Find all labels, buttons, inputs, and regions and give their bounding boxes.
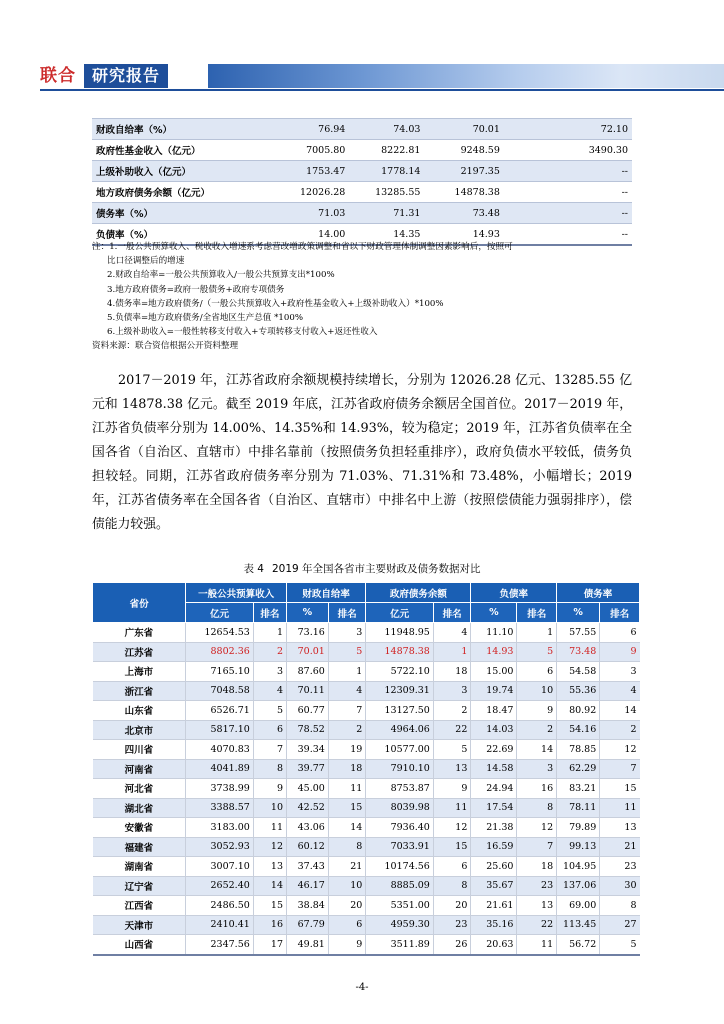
table-cell: 19.74 xyxy=(471,681,517,701)
table-cell: 10 xyxy=(517,681,557,701)
table-cell: 7 xyxy=(328,701,366,721)
table-cell: 22 xyxy=(433,720,471,740)
note-line: 资料来源：联合资信根据公开资料整理 xyxy=(92,341,239,352)
table-cell: 7910.10 xyxy=(366,759,434,779)
indicator-label: 财政自给率（%） xyxy=(92,119,260,140)
header-sub: % xyxy=(471,603,517,623)
province-row xyxy=(93,701,640,721)
table-cell: 14 xyxy=(600,701,640,721)
table-cell: 56.72 xyxy=(557,935,600,955)
table-cell: 57.55 xyxy=(557,623,600,643)
table-cell: 3183.00 xyxy=(186,818,254,838)
table-cell: 6 xyxy=(517,662,557,682)
province-name: 广东省 xyxy=(93,623,186,643)
table-cell: 21.61 xyxy=(471,896,517,916)
body-paragraph xyxy=(92,369,632,537)
table-cell: 25.60 xyxy=(471,857,517,877)
table-cell: 3 xyxy=(433,681,471,701)
table-cell: 10 xyxy=(253,798,286,818)
table-cell: 7 xyxy=(517,837,557,857)
table-notes xyxy=(92,240,640,354)
brand-name: 联合 xyxy=(40,66,76,86)
table-cell: 14.03 xyxy=(471,720,517,740)
table-cell: 14.93 xyxy=(471,642,517,662)
table-cell: 78.52 xyxy=(287,720,329,740)
table-cell: 3 xyxy=(517,759,557,779)
header-sub: % xyxy=(557,603,600,623)
table-cell: 8 xyxy=(253,759,286,779)
table-cell: 13127.50 xyxy=(366,701,434,721)
page-number: -4- xyxy=(355,982,369,993)
indicator-row xyxy=(92,140,632,161)
table-cell: 14.58 xyxy=(471,759,517,779)
indicator-value: 7005.80 xyxy=(260,140,349,161)
table-cell: 16 xyxy=(517,779,557,799)
table-cell: 7048.58 xyxy=(186,681,254,701)
table-cell: 2 xyxy=(328,720,366,740)
table-cell: 55.36 xyxy=(557,681,600,701)
table-cell: 26 xyxy=(433,935,471,955)
table-cell: 2410.41 xyxy=(186,915,254,935)
paragraph-text: 2017－2019 年，江苏省政府余额规模持续增长，分别为 12026.28 亿元、13285.55 亿元和 14878.38 亿元。截至 2019 年底，江苏省政府债务余额居全国首位。2017－2019 年，江苏省负债率分别为 14.00%、14.35%和 14.93%，较为稳定；2019 年，江苏省负债率在全国各省（自治区、直辖市）中排名靠前（按照债务负担轻重排序），政府负债水平较低，债务负担较轻。同期，江苏省政府债务率分别为 71.03%、71.31%和 73.48%，小幅增长；2019 年，江苏省债务率在全国各省（自治区、直辖市）中排名中上游（按照偿债能力强弱排序），偿债能力较强。 xyxy=(92,373,632,532)
indicator-value: 14.93 xyxy=(424,224,503,246)
table-cell: 35.16 xyxy=(471,915,517,935)
table-cell: 8753.87 xyxy=(366,779,434,799)
indicator-value: 76.94 xyxy=(260,119,349,140)
table-cell: 9 xyxy=(433,779,471,799)
table-cell: 16.59 xyxy=(471,837,517,857)
province-row xyxy=(93,759,640,779)
table-cell: 14 xyxy=(253,876,286,896)
table-cell: 30 xyxy=(600,876,640,896)
table-cell: 62.29 xyxy=(557,759,600,779)
header-sub: 排名 xyxy=(433,603,471,623)
table-cell: 3007.10 xyxy=(186,857,254,877)
province-row xyxy=(93,915,640,935)
table-cell: 23 xyxy=(433,915,471,935)
table-cell: 69.00 xyxy=(557,896,600,916)
table-cell: 11.10 xyxy=(471,623,517,643)
province-name: 辽宁省 xyxy=(93,876,186,896)
province-name: 福建省 xyxy=(93,837,186,857)
province-row xyxy=(93,935,640,955)
header-sub: 排名 xyxy=(253,603,286,623)
table-cell: 3388.57 xyxy=(186,798,254,818)
table-cell: 6 xyxy=(600,623,640,643)
province-name: 湖北省 xyxy=(93,798,186,818)
table-cell: 8039.98 xyxy=(366,798,434,818)
province-row xyxy=(93,740,640,760)
table-cell: 137.06 xyxy=(557,876,600,896)
table-cell: 11 xyxy=(328,779,366,799)
province-row xyxy=(93,720,640,740)
report-title-tab: 研究报告 xyxy=(84,64,168,88)
table-cell: 15 xyxy=(328,798,366,818)
table-cell: 46.17 xyxy=(287,876,329,896)
table-cell: 73.16 xyxy=(287,623,329,643)
header-group: 债务率 xyxy=(557,583,640,603)
table-cell: 1 xyxy=(253,623,286,643)
header-sub: 排名 xyxy=(600,603,640,623)
indicator-label: 负债率（%） xyxy=(92,224,260,246)
table-cell: 4959.30 xyxy=(366,915,434,935)
table-cell: 87.60 xyxy=(287,662,329,682)
indicator-value: 3490.30 xyxy=(504,140,632,161)
table-cell: 15 xyxy=(433,837,471,857)
province-name: 山西省 xyxy=(93,935,186,955)
table-cell: 23 xyxy=(600,857,640,877)
header-gradient-bar xyxy=(208,64,724,88)
province-name: 河北省 xyxy=(93,779,186,799)
province-comparison-table xyxy=(92,582,640,956)
indicator-value: 14.00 xyxy=(260,224,349,246)
table-cell: 80.92 xyxy=(557,701,600,721)
table-cell: 21 xyxy=(600,837,640,857)
header-sub: 亿元 xyxy=(366,603,434,623)
header-group: 政府债务余额 xyxy=(366,583,471,603)
indicator-value: 71.03 xyxy=(260,203,349,224)
indicator-row xyxy=(92,182,632,203)
indicator-value: -- xyxy=(504,203,632,224)
indicator-value: 73.48 xyxy=(424,203,503,224)
table-cell: 21.38 xyxy=(471,818,517,838)
table-cell: 15 xyxy=(253,896,286,916)
table-cell: 7 xyxy=(253,740,286,760)
table-cell: 24.94 xyxy=(471,779,517,799)
header-sub: % xyxy=(287,603,329,623)
province-name: 河南省 xyxy=(93,759,186,779)
province-row xyxy=(93,798,640,818)
table-cell: 45.00 xyxy=(287,779,329,799)
table-cell: 11948.95 xyxy=(366,623,434,643)
note-line: 2.财政自给率=一般公共预算收入/一般公共预算支出*100% xyxy=(107,270,335,281)
header-province: 省份 xyxy=(93,583,186,623)
indicator-value: 12026.28 xyxy=(260,182,349,203)
table-cell: 35.67 xyxy=(471,876,517,896)
table-cell: 5 xyxy=(517,642,557,662)
table-cell: 6 xyxy=(253,720,286,740)
indicator-label: 政府性基金收入（亿元） xyxy=(92,140,260,161)
table-cell: 23 xyxy=(517,876,557,896)
table-cell: 37.43 xyxy=(287,857,329,877)
table-cell: 2 xyxy=(517,720,557,740)
header-group: 负债率 xyxy=(471,583,557,603)
province-row xyxy=(93,837,640,857)
table-cell: 17 xyxy=(253,935,286,955)
indicator-value: -- xyxy=(504,182,632,203)
province-name: 安徽省 xyxy=(93,818,186,838)
table-cell: 38.84 xyxy=(287,896,329,916)
table-cell: 1 xyxy=(433,642,471,662)
table-cell: 20 xyxy=(328,896,366,916)
province-name: 山东省 xyxy=(93,701,186,721)
table-cell: 70.11 xyxy=(287,681,329,701)
province-name: 北京市 xyxy=(93,720,186,740)
table-cell: 4 xyxy=(600,681,640,701)
header-divider xyxy=(40,89,724,91)
table-cell: 15.00 xyxy=(471,662,517,682)
table-cell: 43.06 xyxy=(287,818,329,838)
header-group: 一般公共预算收入 xyxy=(186,583,287,603)
indicator-value: -- xyxy=(504,224,632,246)
table-cell: 17.54 xyxy=(471,798,517,818)
fiscal-indicators-table xyxy=(92,118,632,246)
table-cell: 2347.56 xyxy=(186,935,254,955)
report-header xyxy=(40,64,724,88)
indicator-value: 14.35 xyxy=(349,224,424,246)
table-cell: 4 xyxy=(253,681,286,701)
table-cell: 3 xyxy=(253,662,286,682)
indicator-label: 地方政府债务余额（亿元） xyxy=(92,182,260,203)
table-cell: 104.95 xyxy=(557,857,600,877)
table-cell: 4041.89 xyxy=(186,759,254,779)
table-cell: 6526.71 xyxy=(186,701,254,721)
table-cell: 49.81 xyxy=(287,935,329,955)
table-cell: 113.45 xyxy=(557,915,600,935)
table-cell: 42.52 xyxy=(287,798,329,818)
table-cell: 8802.36 xyxy=(186,642,254,662)
table-cell: 2 xyxy=(433,701,471,721)
table-cell: 27 xyxy=(600,915,640,935)
indicator-value: 70.01 xyxy=(424,119,503,140)
indicator-value: 13285.55 xyxy=(349,182,424,203)
province-row xyxy=(93,896,640,916)
province-name: 天津市 xyxy=(93,915,186,935)
table-cell: 12 xyxy=(253,837,286,857)
table-cell: 8885.09 xyxy=(366,876,434,896)
province-name: 湖南省 xyxy=(93,857,186,877)
indicator-value: 2197.35 xyxy=(424,161,503,182)
indicator-value: -- xyxy=(504,161,632,182)
province-name: 江苏省 xyxy=(93,642,186,662)
indicator-value: 71.31 xyxy=(349,203,424,224)
table-cell: 5722.10 xyxy=(366,662,434,682)
note-line: 4.债务率=地方政府债务/（一般公共预算收入+政府性基金收入+上级补助收入）*100% xyxy=(107,298,444,309)
indicator-value: 74.03 xyxy=(349,119,424,140)
table-cell: 3052.93 xyxy=(186,837,254,857)
note-line: 5.负债率=地方政府债务/全省地区生产总值 *100% xyxy=(107,313,303,324)
table-cell: 7 xyxy=(600,759,640,779)
indicator-value: 72.10 xyxy=(504,119,632,140)
table-cell: 20.63 xyxy=(471,935,517,955)
table-cell: 14 xyxy=(328,818,366,838)
caption-title: 2019 年全国各省市主要财政及债务数据对比 xyxy=(271,563,481,575)
table-cell: 73.48 xyxy=(557,642,600,662)
table-cell: 6 xyxy=(433,857,471,877)
note-line: 注：1.一般公共预算收入、税收收入增速系考虑营改增政策调整和省以下财政管理体制调整因素影响后，按照可 xyxy=(92,242,513,252)
table-cell: 13 xyxy=(517,896,557,916)
table-cell: 18 xyxy=(328,759,366,779)
caption-label: 表 4 xyxy=(243,563,264,575)
province-row xyxy=(93,876,640,896)
table-cell: 4 xyxy=(433,623,471,643)
header-sub: 亿元 xyxy=(186,603,254,623)
table-cell: 2652.40 xyxy=(186,876,254,896)
province-row xyxy=(93,642,640,662)
header-sub: 排名 xyxy=(328,603,366,623)
table-cell: 12 xyxy=(433,818,471,838)
table-cell: 5 xyxy=(600,935,640,955)
indicator-value: 1753.47 xyxy=(260,161,349,182)
table-cell: 9 xyxy=(253,779,286,799)
table-cell: 13 xyxy=(433,759,471,779)
indicator-row xyxy=(92,203,632,224)
indicator-value: 9248.59 xyxy=(424,140,503,161)
table-cell: 54.16 xyxy=(557,720,600,740)
table-cell: 2486.50 xyxy=(186,896,254,916)
table-cell: 12309.31 xyxy=(366,681,434,701)
table-cell: 20 xyxy=(433,896,471,916)
table-cell: 3511.89 xyxy=(366,935,434,955)
table-cell: 22 xyxy=(517,915,557,935)
table-cell: 1 xyxy=(517,623,557,643)
table-cell: 7033.91 xyxy=(366,837,434,857)
indicator-value: 8222.81 xyxy=(349,140,424,161)
table-cell: 39.34 xyxy=(287,740,329,760)
province-row xyxy=(93,662,640,682)
table-cell: 13 xyxy=(253,857,286,877)
table-cell: 5817.10 xyxy=(186,720,254,740)
table-cell: 67.79 xyxy=(287,915,329,935)
table-cell: 21 xyxy=(328,857,366,877)
table-cell: 2 xyxy=(253,642,286,662)
indicator-label: 债务率（%） xyxy=(92,203,260,224)
table-cell: 18 xyxy=(433,662,471,682)
table-cell: 78.85 xyxy=(557,740,600,760)
table-cell: 3738.99 xyxy=(186,779,254,799)
province-name: 上海市 xyxy=(93,662,186,682)
table-cell: 7165.10 xyxy=(186,662,254,682)
table-cell: 39.77 xyxy=(287,759,329,779)
header-group: 财政自给率 xyxy=(287,583,366,603)
province-row xyxy=(93,857,640,877)
table-cell: 9 xyxy=(517,701,557,721)
table-cell: 12 xyxy=(517,818,557,838)
table-cell: 9 xyxy=(600,642,640,662)
table-cell: 11 xyxy=(253,818,286,838)
table-cell: 9 xyxy=(328,935,366,955)
note-line: 比口径调整后的增速 xyxy=(107,256,185,267)
header-sub: 排名 xyxy=(517,603,557,623)
table-cell: 5 xyxy=(433,740,471,760)
table-cell: 78.11 xyxy=(557,798,600,818)
note-line: 6.上级补助收入=一般性转移支付收入+专项转移支付收入+返还性收入 xyxy=(107,327,378,338)
table-caption xyxy=(0,561,724,576)
table-cell: 4070.83 xyxy=(186,740,254,760)
table-cell: 3 xyxy=(328,623,366,643)
table-cell: 10174.56 xyxy=(366,857,434,877)
table-cell: 4964.06 xyxy=(366,720,434,740)
table-cell: 11 xyxy=(600,798,640,818)
table-cell: 14 xyxy=(517,740,557,760)
table-cell: 4 xyxy=(328,681,366,701)
table-cell: 12654.53 xyxy=(186,623,254,643)
table-cell: 54.58 xyxy=(557,662,600,682)
table-cell: 12 xyxy=(600,740,640,760)
table-cell: 14878.38 xyxy=(366,642,434,662)
table-cell: 8 xyxy=(517,798,557,818)
table-cell: 13 xyxy=(600,818,640,838)
table-cell: 7936.40 xyxy=(366,818,434,838)
table-cell: 19 xyxy=(328,740,366,760)
table-cell: 70.01 xyxy=(287,642,329,662)
table-cell: 60.77 xyxy=(287,701,329,721)
table-cell: 11 xyxy=(517,935,557,955)
province-name: 浙江省 xyxy=(93,681,186,701)
table-cell: 8 xyxy=(600,896,640,916)
indicator-row xyxy=(92,161,632,182)
table-cell: 3 xyxy=(600,662,640,682)
table-cell: 6 xyxy=(328,915,366,935)
table-cell: 18.47 xyxy=(471,701,517,721)
province-row xyxy=(93,623,640,643)
indicator-value: 1778.14 xyxy=(349,161,424,182)
table-cell: 10 xyxy=(328,876,366,896)
table-cell: 5351.00 xyxy=(366,896,434,916)
table-cell: 11 xyxy=(433,798,471,818)
table-cell: 83.21 xyxy=(557,779,600,799)
table-cell: 79.89 xyxy=(557,818,600,838)
province-row xyxy=(93,681,640,701)
table-cell: 15 xyxy=(600,779,640,799)
province-row xyxy=(93,779,640,799)
table-cell: 8 xyxy=(433,876,471,896)
table-cell: 16 xyxy=(253,915,286,935)
table-cell: 2 xyxy=(600,720,640,740)
table-cell: 8 xyxy=(328,837,366,857)
indicator-label: 上级补助收入（亿元） xyxy=(92,161,260,182)
table-cell: 99.13 xyxy=(557,837,600,857)
province-name: 四川省 xyxy=(93,740,186,760)
note-line: 3.地方政府债务=政府一般债务+政府专项债务 xyxy=(107,284,285,295)
table-cell: 18 xyxy=(517,857,557,877)
indicator-row xyxy=(92,119,632,140)
table-cell: 1 xyxy=(328,662,366,682)
table-cell: 5 xyxy=(328,642,366,662)
table-cell: 60.12 xyxy=(287,837,329,857)
table-cell: 10577.00 xyxy=(366,740,434,760)
table-cell: 22.69 xyxy=(471,740,517,760)
province-row xyxy=(93,818,640,838)
province-name: 江西省 xyxy=(93,896,186,916)
table-cell: 5 xyxy=(253,701,286,721)
indicator-value: 14878.38 xyxy=(424,182,503,203)
